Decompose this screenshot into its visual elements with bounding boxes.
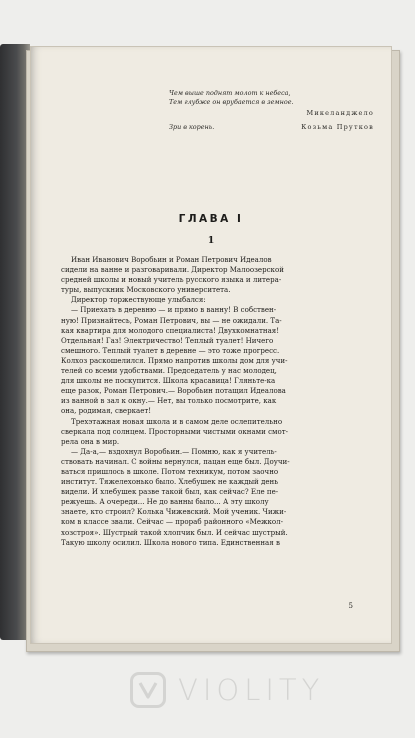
text-line: ствовать начинал. С войны вернулся, пацан еще был. Доучи- [61, 456, 290, 466]
epigraph-quote2: Зри в корень. [169, 123, 215, 131]
text-line: она, родимая, сверкает! [61, 406, 152, 416]
text-line: средней школы и новый учитель русского языка и литера- [61, 275, 282, 285]
text-line: Отдельная! Газ! Электричество! Теплый туалет! Ничего [61, 335, 274, 345]
text-line: режуешь. А очереди... Не до ванны было... А эту школу [61, 497, 269, 507]
book-page [30, 46, 392, 644]
text-line: — Да-а,— вздохнул Воробьин.— Помню, как я учитель- [71, 446, 277, 456]
text-line: Такую школу осилил. Школа нового типа. Единственная в [61, 537, 280, 547]
epigraph-author1: Микеланджело [306, 109, 374, 117]
text-line: Трехэтажная новая школа и в самом деле ослепительно [71, 416, 283, 426]
epigraph-author2: Козьма Прутков [301, 123, 374, 131]
text-line: Иван Иванович Воробьин и Роман Петрович Идеалов [71, 255, 272, 264]
text-line: телей со всеми удобствами. Председатель у нас молодец, [61, 366, 277, 376]
text-line: из ванной в зал к окну.— Нет, вы только посмотрите, как [61, 396, 277, 406]
text-line: знаете, кто строил? Колька Чижевский. Мой ученик. Чижи- [61, 507, 287, 517]
watermark-text: VIOLITY [178, 673, 325, 707]
body-text [61, 255, 373, 548]
text-line: сидели на ванне и разговаривали. Директор Малоозерской [61, 265, 284, 275]
text-line: ком в классе звали. Сейчас — прораб районного «Межкол- [61, 517, 284, 527]
text-line: для школы не поскупится. Школа красавица! Гляньте-ка [61, 376, 276, 386]
text-line: видели. И хлебушек разве такой был, как сейчас? Еле пе- [61, 487, 279, 497]
text-line: рела она в мир. [61, 436, 120, 446]
text-line: хозстроя». Шустрый такой хлопчик был. И сейчас шустрый. [61, 527, 288, 537]
epigraph-quote1-line: Чем выше поднят молот к небеса, [169, 89, 291, 97]
text-line: смешного. Теплый туалет в деревне — это тоже прогресс. [61, 345, 280, 355]
text-line: кая квартира для молодого специалиста! Двухкомнатная! [61, 325, 280, 335]
text-line: ваться пришлось в школе. Потом техникум, потом заочно [61, 466, 279, 476]
chapter-title: ГЛАВА I [178, 213, 244, 225]
text-line: Директор торжествующе улыбался: [71, 295, 206, 305]
section-number: 1 [207, 235, 215, 246]
text-line: туры, выпускник Московского университета. [61, 285, 231, 295]
epigraph-quote1-line: Тем глубже он врубается в земное. [169, 98, 294, 106]
text-line: — Приехать в деревню — и прямо в ванну! В собствен- [71, 305, 277, 315]
text-line: Колхоз раскошелился. Прямо напротив школы дом для учи- [61, 355, 288, 365]
page-number: 5 [348, 602, 353, 610]
watermark [130, 668, 400, 712]
text-line: сверкала под солнцем. Просторными чистыми окнами смот- [61, 426, 289, 436]
epigraph [169, 89, 374, 132]
text-line: ную! Признайтесь, Роман Петрович, вы — не ожидали. Та- [61, 315, 282, 325]
violity-logo-icon [130, 672, 166, 708]
text-line: еще разок, Роман Петрович.— Воробьин потащил Идеалова [61, 386, 286, 396]
text-line: институт. Тяжелехонько было. Хлебушек не каждый день [61, 477, 279, 487]
